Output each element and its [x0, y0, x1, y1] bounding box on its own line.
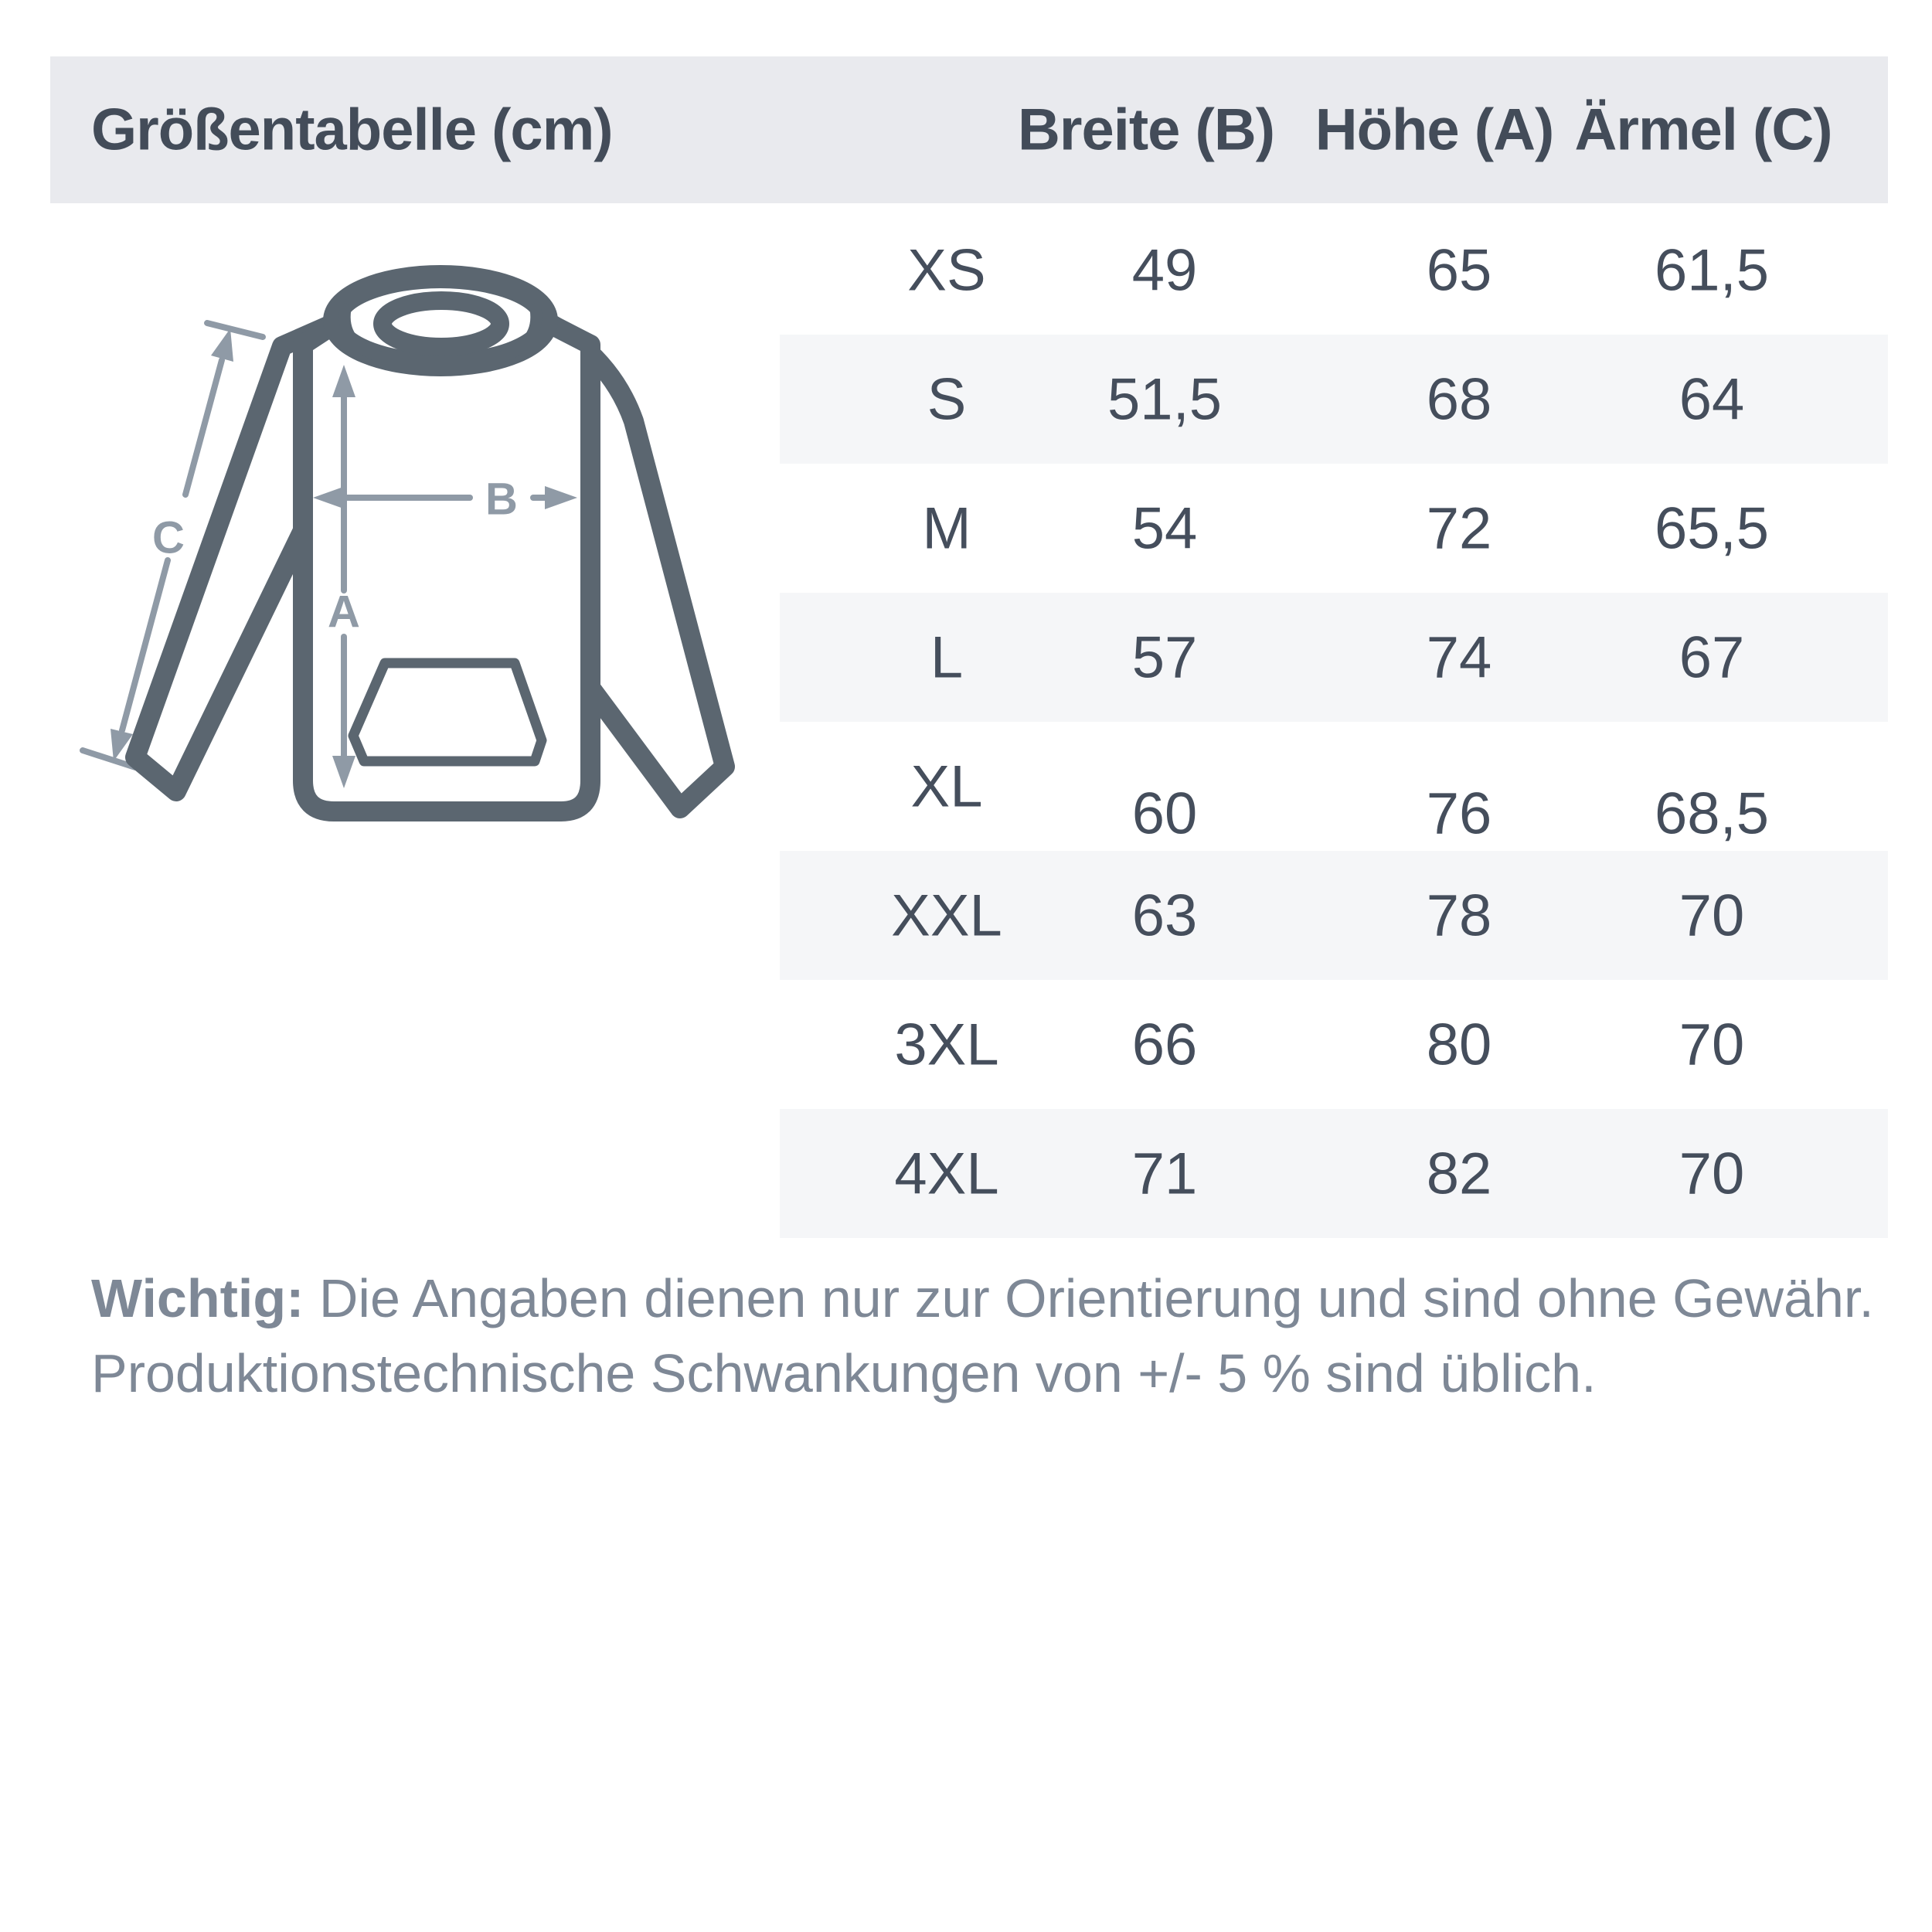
- breite-value: 54: [1131, 495, 1198, 561]
- footer-line-2: Produktionstechnische Schwankungen von +/- 5 % sind üblich.: [91, 1343, 1597, 1403]
- column-header-aermel: Ärmel (C): [1574, 97, 1832, 163]
- breite-value: 60: [1131, 781, 1198, 846]
- breite-value: 57: [1131, 624, 1198, 690]
- breite-value: 66: [1131, 1012, 1198, 1077]
- aermel-value: 64: [1679, 366, 1745, 432]
- size-label: XXL: [891, 883, 1002, 948]
- table-row: [780, 851, 1888, 980]
- table-row: [780, 1109, 1888, 1238]
- breite-value: 71: [1131, 1141, 1198, 1206]
- column-header-hoehe: Höhe (A): [1315, 97, 1554, 163]
- breite-value: 49: [1131, 237, 1198, 303]
- hoehe-value: 78: [1426, 883, 1492, 948]
- table-row: [780, 722, 1888, 851]
- aermel-value: 67: [1679, 624, 1745, 690]
- size-label: XL: [910, 753, 983, 819]
- footer-line-1: [91, 1261, 1874, 1336]
- page-title: Größentabelle (cm): [91, 97, 613, 163]
- aermel-value: 65,5: [1655, 495, 1769, 561]
- aermel-value: 70: [1679, 883, 1745, 948]
- hoehe-value: 80: [1426, 1012, 1492, 1077]
- size-label: 4XL: [894, 1141, 999, 1206]
- breite-value: 51,5: [1107, 366, 1222, 432]
- hoehe-value: 68: [1426, 366, 1492, 432]
- hoodie-measurement-diagram: [77, 263, 757, 835]
- footer-note: [91, 1261, 1874, 1411]
- table-row: [780, 464, 1888, 593]
- hood-opening: [383, 301, 500, 347]
- size-label: L: [930, 624, 964, 690]
- table-row: [780, 206, 1888, 335]
- hoehe-value: 65: [1426, 237, 1492, 303]
- hoehe-value: 74: [1426, 624, 1492, 690]
- table-header-band: [50, 56, 1888, 203]
- dimension-label-b: B: [485, 474, 518, 525]
- hoodie-illustration: [77, 263, 757, 835]
- aermel-value: 70: [1679, 1141, 1745, 1206]
- table-row: [780, 980, 1888, 1109]
- aermel-value: 68,5: [1655, 781, 1769, 846]
- size-table-rows: [780, 206, 1888, 1238]
- table-row: [780, 335, 1888, 464]
- footer-important-label: Wichtig:: [91, 1268, 304, 1328]
- size-label: 3XL: [894, 1012, 999, 1077]
- size-label: M: [922, 495, 971, 561]
- aermel-value: 61,5: [1655, 237, 1769, 303]
- hoehe-value: 82: [1426, 1141, 1492, 1206]
- dimension-label-c: C: [152, 512, 185, 563]
- dimension-label-a: A: [328, 587, 360, 638]
- hoehe-value: 76: [1426, 781, 1492, 846]
- aermel-value: 70: [1679, 1012, 1745, 1077]
- table-row: [780, 593, 1888, 722]
- hoehe-value: 72: [1426, 495, 1492, 561]
- size-label: XS: [907, 237, 986, 303]
- column-header-breite: Breite (B): [1017, 97, 1275, 163]
- footer-line-1-text: Die Angaben dienen nur zur Orientierung und sind ohne Gewähr.: [304, 1268, 1874, 1328]
- size-label: S: [927, 366, 967, 432]
- breite-value: 63: [1131, 883, 1198, 948]
- kangaroo-pocket: [353, 663, 542, 761]
